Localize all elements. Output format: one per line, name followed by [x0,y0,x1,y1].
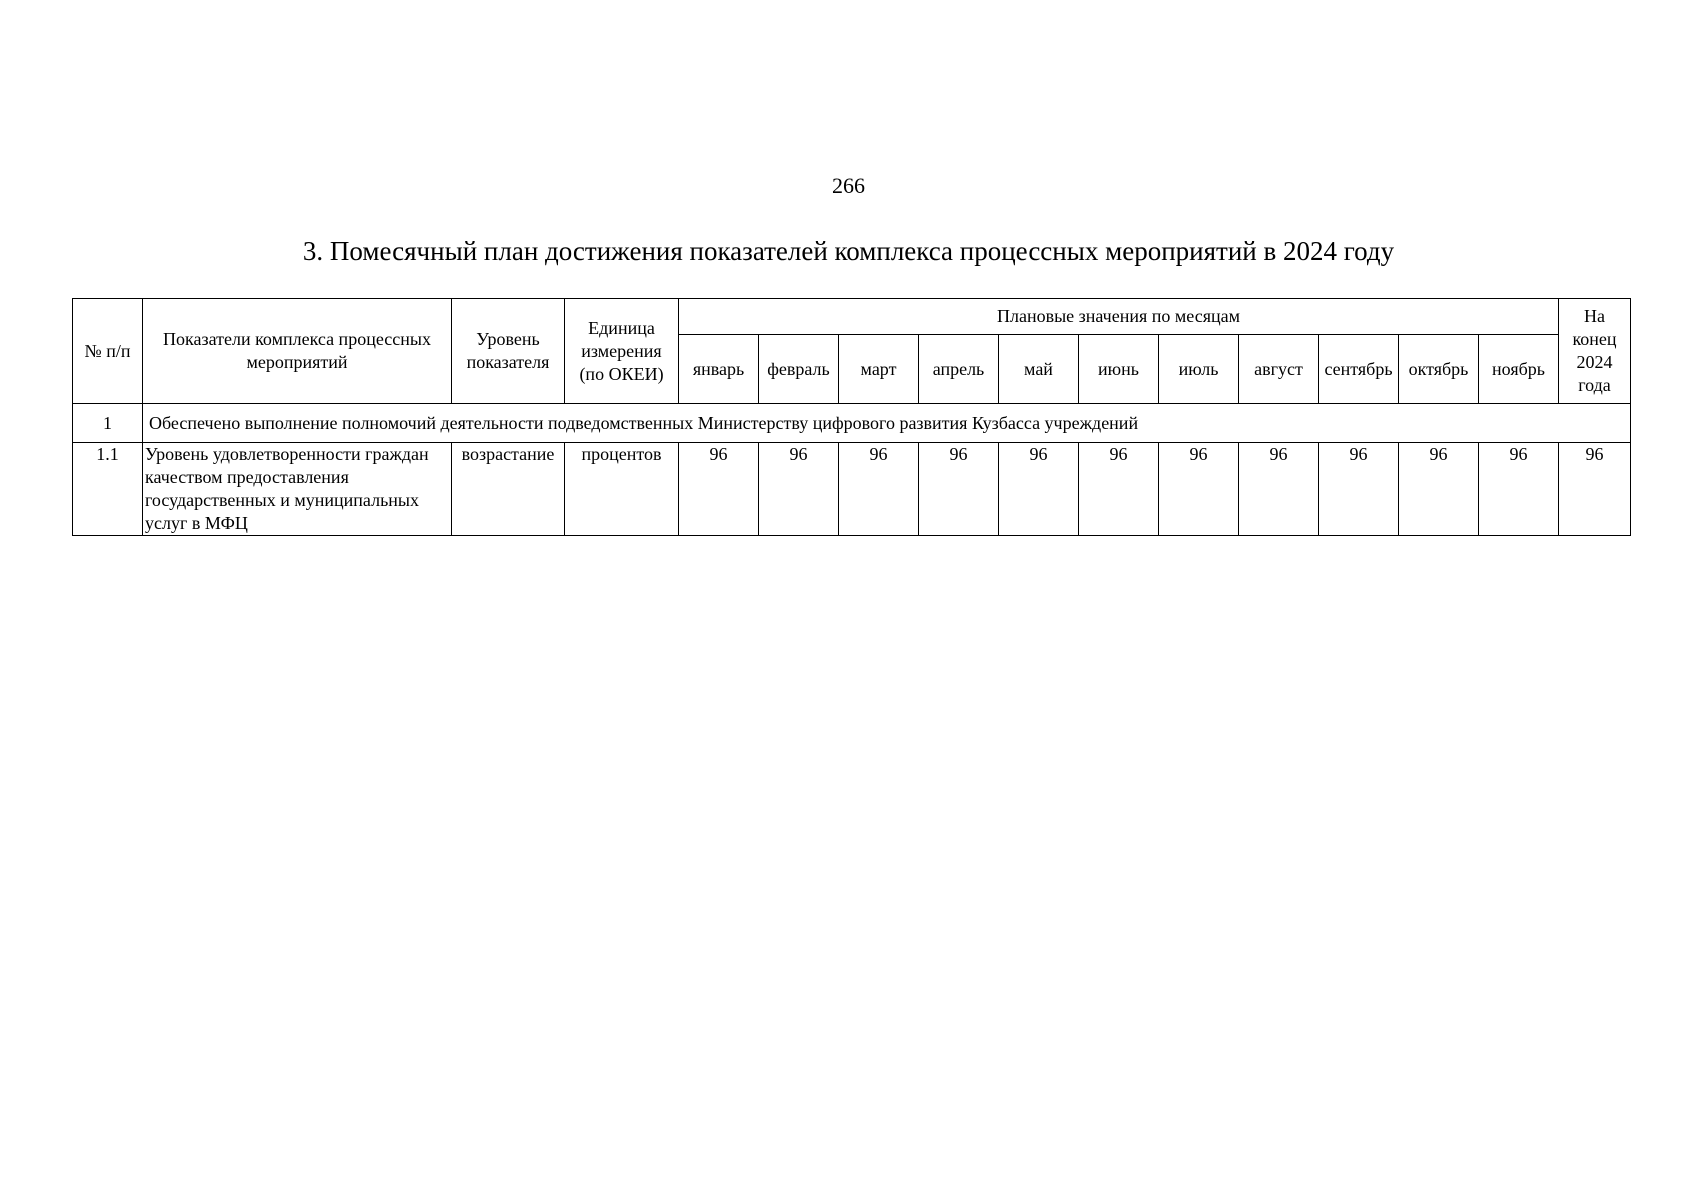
section-num: 1 [73,404,143,443]
row-value-june: 96 [1079,443,1159,536]
row-value-may: 96 [999,443,1079,536]
row-value-october: 96 [1399,443,1479,536]
row-value-april: 96 [919,443,999,536]
row-value-september: 96 [1319,443,1399,536]
header-month-june: июнь [1079,335,1159,404]
section-row [73,404,1631,443]
header-num: № п/п [73,299,143,404]
header-month-november: ноябрь [1479,335,1559,404]
row-level: возрастание [452,443,565,536]
header-month-september: сентябрь [1319,335,1399,404]
header-unit: Единица измерения (по ОКЕИ) [565,299,679,404]
header-month-january: январь [679,335,759,404]
header-month-april: апрель [919,335,999,404]
row-value-february: 96 [759,443,839,536]
header-month-february: февраль [759,335,839,404]
row-indicator: Уровень удовлетворенности граждан качеством предоставления государственных и муниципальных услуг в МФЦ [143,443,452,536]
row-value-august: 96 [1239,443,1319,536]
row-unit: процентов [565,443,679,536]
row-value-march: 96 [839,443,919,536]
header-month-may: май [999,335,1079,404]
header-monthly-group: Плановые значения по месяцам [679,299,1559,335]
section-title: Обеспечено выполнение полномочий деятельности подведомственных Министерству цифрового развития Кузбасса учреждений [143,404,1631,443]
header-month-march: март [839,335,919,404]
row-value-july: 96 [1159,443,1239,536]
header-month-august: август [1239,335,1319,404]
row-num: 1.1 [73,443,143,536]
header-level: Уровень показателя [452,299,565,404]
document-title: 3. Помесячный план достижения показателей комплекса процессных мероприятий в 2024 году [302,236,1395,266]
header-indicator: Показатели комплекса процессных мероприятий [143,299,452,404]
header-year-end: На конец 2024 года [1559,299,1631,404]
row-value-year-end: 96 [1559,443,1631,536]
row-value-january: 96 [679,443,759,536]
row-value-november: 96 [1479,443,1559,536]
table-row [73,443,1631,536]
header-month-october: октябрь [1399,335,1479,404]
monthly-plan-table [72,298,1631,536]
header-month-july: июль [1159,335,1239,404]
page-number: 266 [832,173,865,198]
